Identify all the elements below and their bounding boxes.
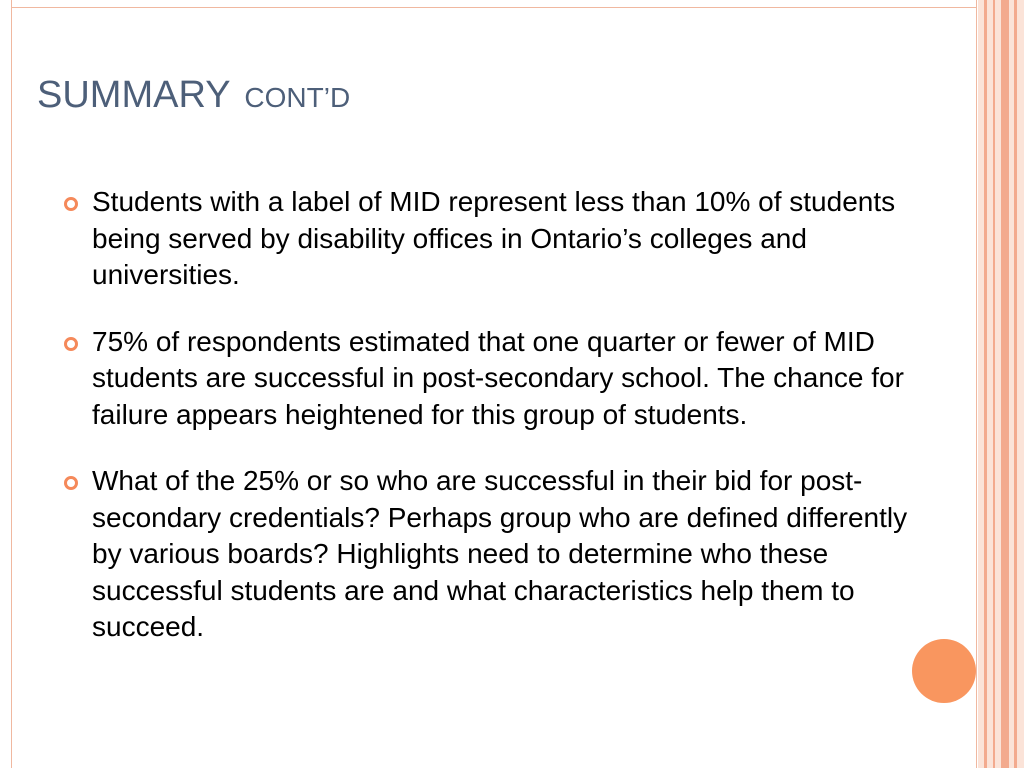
frame-top-line [11,7,977,8]
slide-title [37,70,350,123]
stripe [993,0,995,768]
bullet-circle-icon [64,337,78,351]
bullet-text: What of the 25% or so who are successful in their bid for post-secondary credentials? Perhaps group who are defined differently by various boards? Highlights need to determine who these successful students are and what characteristics help them to succeed. [92,465,908,642]
bullet-list [64,184,944,646]
accent-circle [912,639,976,703]
stripe [1001,0,1009,768]
bullet-text: Students with a label of MID represent less than 10% of students being served by disability offices in Ontario’s colleges and universities. [92,186,896,290]
bullet-item [64,324,944,434]
bullet-item [64,184,944,294]
title-main: SUMMARY [37,74,230,116]
frame-left-line [11,0,12,768]
frame-right-line [976,0,977,768]
bullet-circle-icon [64,197,78,211]
bullet-circle-icon [64,476,78,490]
stripe [984,0,987,768]
stripe [1014,0,1017,768]
bullet-item [64,463,944,646]
title-suffix: CONT’D [244,82,351,113]
bullet-text: 75% of respondents estimated that one quarter or fewer of MID students are successful in post-secondary school. The chance for failure appears heightened for this group of students. [92,325,904,430]
